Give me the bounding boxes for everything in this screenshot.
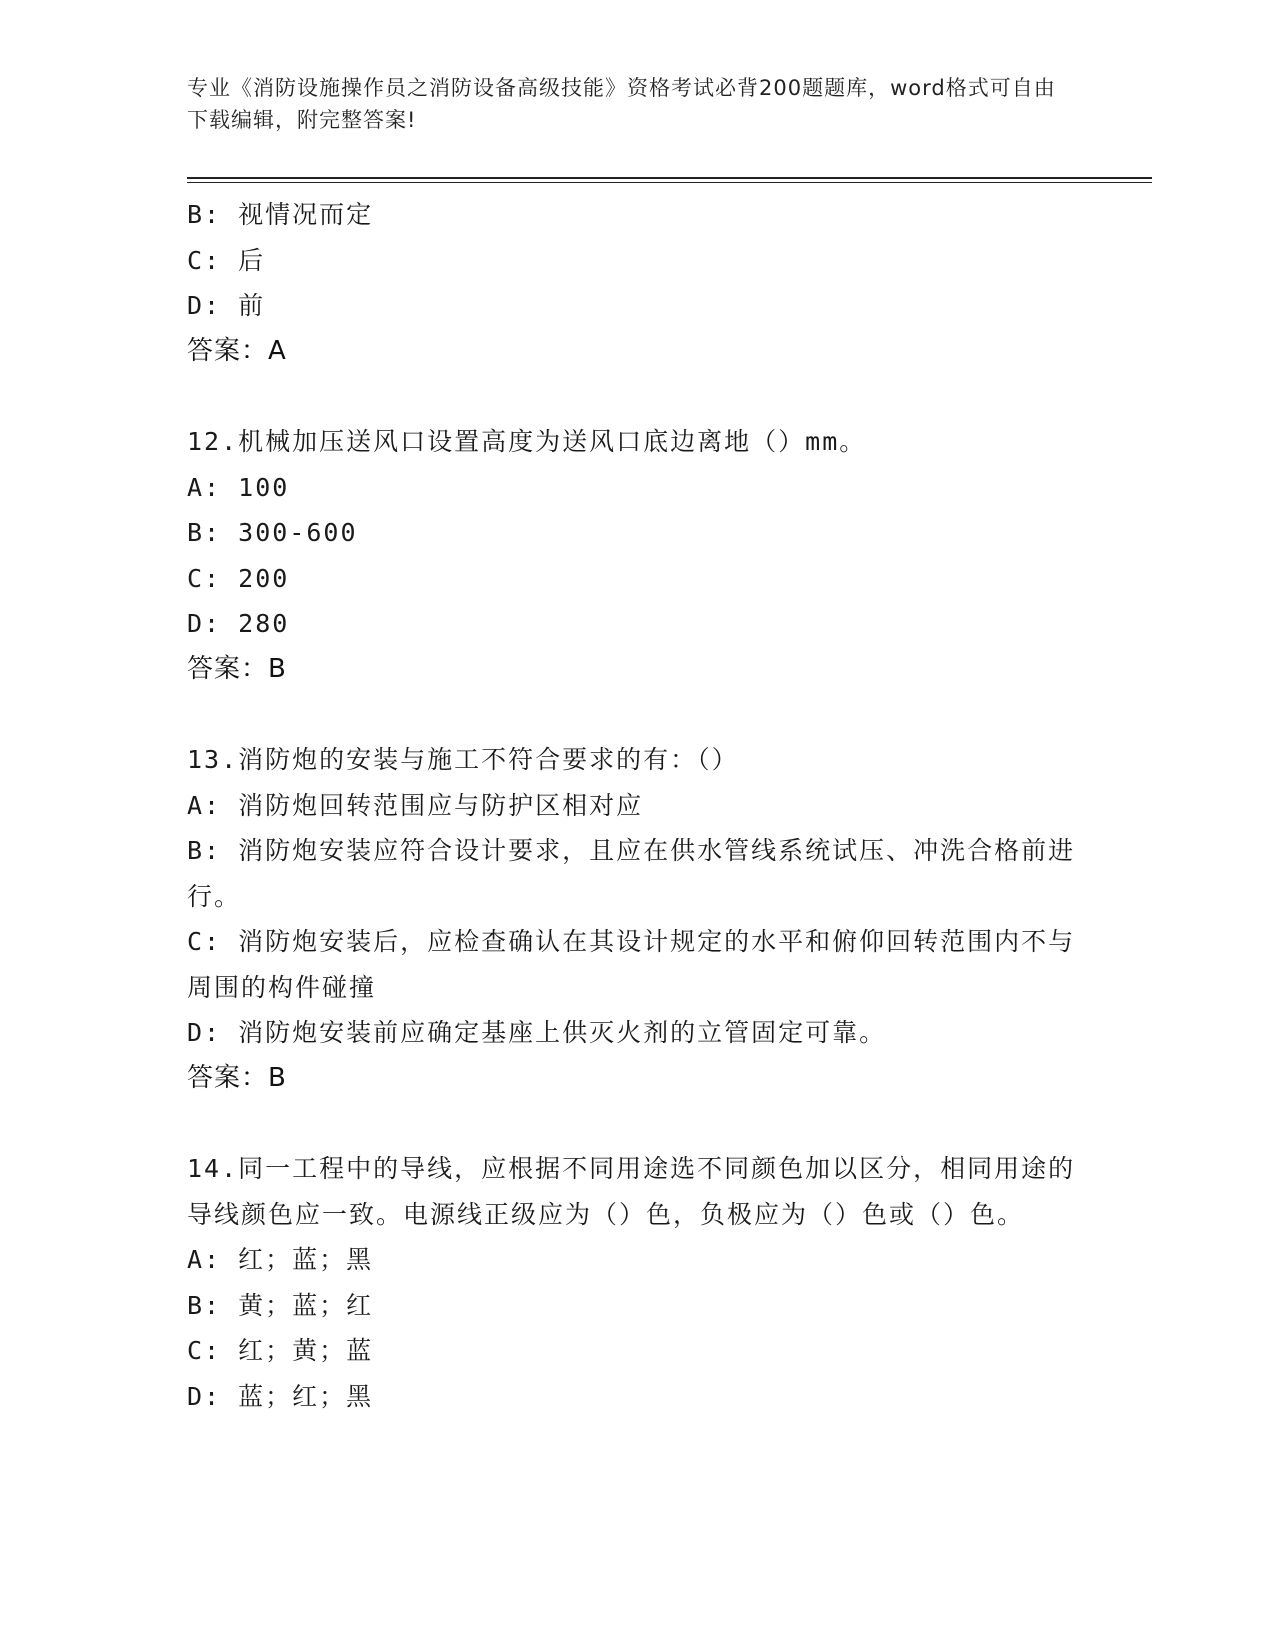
option-a: A: 100 — [187, 472, 290, 502]
option-b: B: 黄；蓝；红 — [187, 1290, 374, 1320]
question-14 — [187, 1146, 1087, 1419]
option-d: D: 消防炮安装前应确定基座上供灭火剂的立管固定可靠。 — [187, 1018, 887, 1047]
option-d: D: 280 — [187, 609, 290, 638]
option-c: C: 消防炮安装后，应检查确认在其设计规定的水平和俯仰回转范围内不与周围的构件碰撞 — [187, 927, 1076, 1002]
answer-line: 答案：B — [187, 653, 287, 684]
option-c: C: 后 — [187, 245, 266, 275]
option-c: C: 红；黄；蓝 — [187, 1336, 374, 1365]
header-divider-thick — [187, 177, 1152, 179]
question-stem: 14.同一工程中的导线，应根据不同用途选不同颜色加以区分，相同用途的导线颜色应一致。电源线正级应为（）色，负极应为（）色或（）色。 — [187, 1154, 1076, 1229]
question-11-continued — [187, 192, 1087, 374]
question-13 — [187, 737, 1087, 1101]
option-d: D: 蓝；红；黑 — [187, 1381, 374, 1411]
question-stem: 13.消防炮的安装与施工不符合要求的有：（） — [187, 745, 739, 774]
option-b: B: 消防炮安装应符合设计要求，且应在供水管线系统试压、冲洗合格前进行。 — [187, 836, 1076, 911]
option-b: B: 300-600 — [187, 518, 358, 547]
question-stem: 12.机械加压送风口设置高度为送风口底边离地（）mm。 — [187, 427, 867, 456]
document-header-title: 专业《消防设施操作员之消防设备高级技能》资格考试必背200题题库，word格式可自由下载编辑，附完整答案! — [187, 76, 1056, 132]
option-b: B: 视情况而定 — [187, 200, 374, 229]
option-a: A: 红；蓝；黑 — [187, 1245, 374, 1274]
answer-line: 答案：B — [187, 1062, 287, 1093]
option-d: D: 前 — [187, 291, 266, 320]
header-divider-thin — [187, 182, 1152, 183]
option-a: A: 消防炮回转范围应与防护区相对应 — [187, 790, 644, 820]
document-body — [187, 192, 1087, 1419]
option-c: C: 200 — [187, 563, 290, 593]
question-12 — [187, 419, 1087, 692]
answer-line: 答案：A — [187, 335, 287, 366]
